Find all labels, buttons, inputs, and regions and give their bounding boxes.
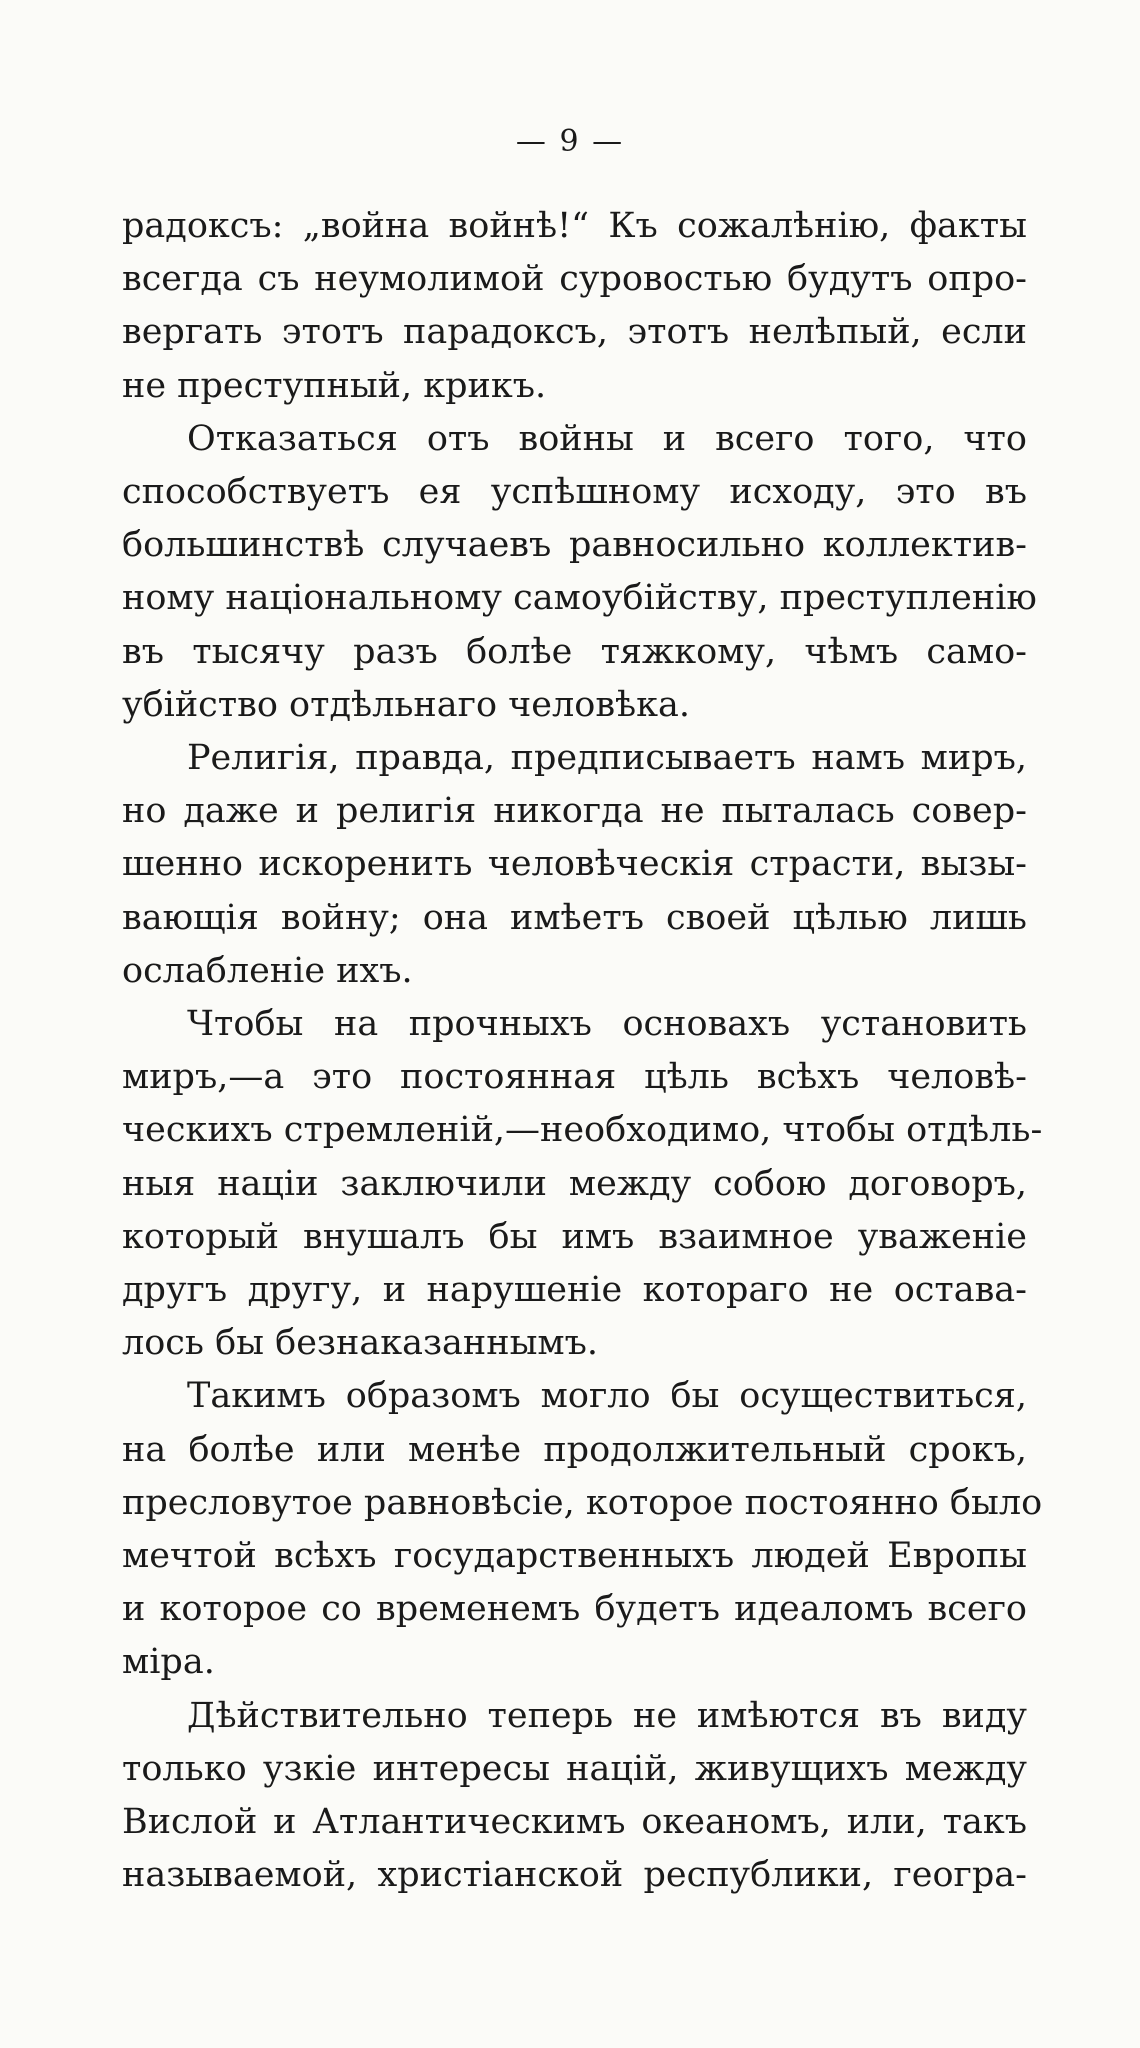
text-line: называемой, христіанской республики, геогра- (122, 1855, 1027, 1896)
text-line: радоксъ: „война войнѣ!“ Къ сожалѣнію, факты (122, 206, 1027, 246)
body-text (122, 200, 1043, 1903)
text-line: большинствѣ случаевъ равносильно коллектив- (122, 525, 1027, 566)
text-line: лось бы безнаказаннымъ. (122, 1323, 599, 1364)
text-line: Чтобы на прочныхъ основахъ установить (187, 1004, 1027, 1045)
text-line: въ тысячу разъ болѣе тяжкому, чѣмъ само- (122, 631, 1027, 672)
text-line: Отказаться отъ войны и всего того, что (187, 418, 1027, 459)
text-line: ческихъ стремленій,—необходимо, чтобы отдѣль- (122, 1110, 1043, 1151)
text-line: и которое со временемъ будетъ идеаломъ всего (122, 1589, 1027, 1630)
text-line: который внушалъ бы имъ взаимное уваженіе (122, 1216, 1027, 1257)
text-line: вергать этотъ парадоксъ, этотъ нелѣпый, если (122, 312, 1027, 353)
text-line: миръ,—а это постоянная цѣль всѣхъ человѣ- (122, 1057, 1027, 1098)
text-line: Религія, правда, предписываетъ намъ миръ, (187, 738, 1027, 779)
text-line: Вислой и Атлантическимъ океаномъ, или, такъ (122, 1802, 1027, 1843)
text-line: только узкіе интересы націй, живущихъ между (122, 1748, 1027, 1789)
text-line: убійство отдѣльнаго человѣка. (122, 684, 690, 725)
page-number: — 9 — (515, 124, 625, 159)
text-line: мечтой всѣхъ государственныхъ людей Европы (122, 1536, 1027, 1577)
paragraph (122, 732, 1027, 998)
text-line: шенно искоренить человѣческія страсти, вызы- (122, 844, 1027, 885)
text-line: не преступный, крикъ. (122, 365, 547, 406)
text-line: на болѣе или менѣе продолжительный срокъ, (122, 1429, 1027, 1470)
paragraph (122, 998, 1043, 1370)
text-line: вающія войну; она имѣетъ своей цѣлью лишь (122, 897, 1027, 938)
text-line: ослабленіе ихъ. (122, 950, 413, 991)
text-line: но даже и религія никогда не пыталась совер- (122, 791, 1027, 832)
text-line: ныя націи заключили между собою договоръ, (122, 1163, 1027, 1204)
paragraph (122, 413, 1037, 732)
text-line: Дѣйствительно теперь не имѣются въ виду (187, 1695, 1027, 1736)
text-line: ному національному самоубійству, преступленію (122, 578, 1037, 619)
text-line: міра. (122, 1642, 215, 1683)
text-line: способствуетъ ея успѣшному исходу, это въ (122, 472, 1027, 513)
text-line: всегда съ неумолимой суровостью будутъ опро- (122, 259, 1027, 300)
text-line: другъ другу, и нарушеніе котораго не остава- (122, 1270, 1027, 1311)
paragraph (122, 1690, 1027, 1903)
text-line: Такимъ образомъ могло бы осуществиться, (187, 1376, 1027, 1417)
paragraph (122, 1370, 1043, 1689)
text-line: пресловутое равновѣсіе, которое постоянно было (122, 1482, 1043, 1523)
paragraph (122, 200, 1027, 413)
